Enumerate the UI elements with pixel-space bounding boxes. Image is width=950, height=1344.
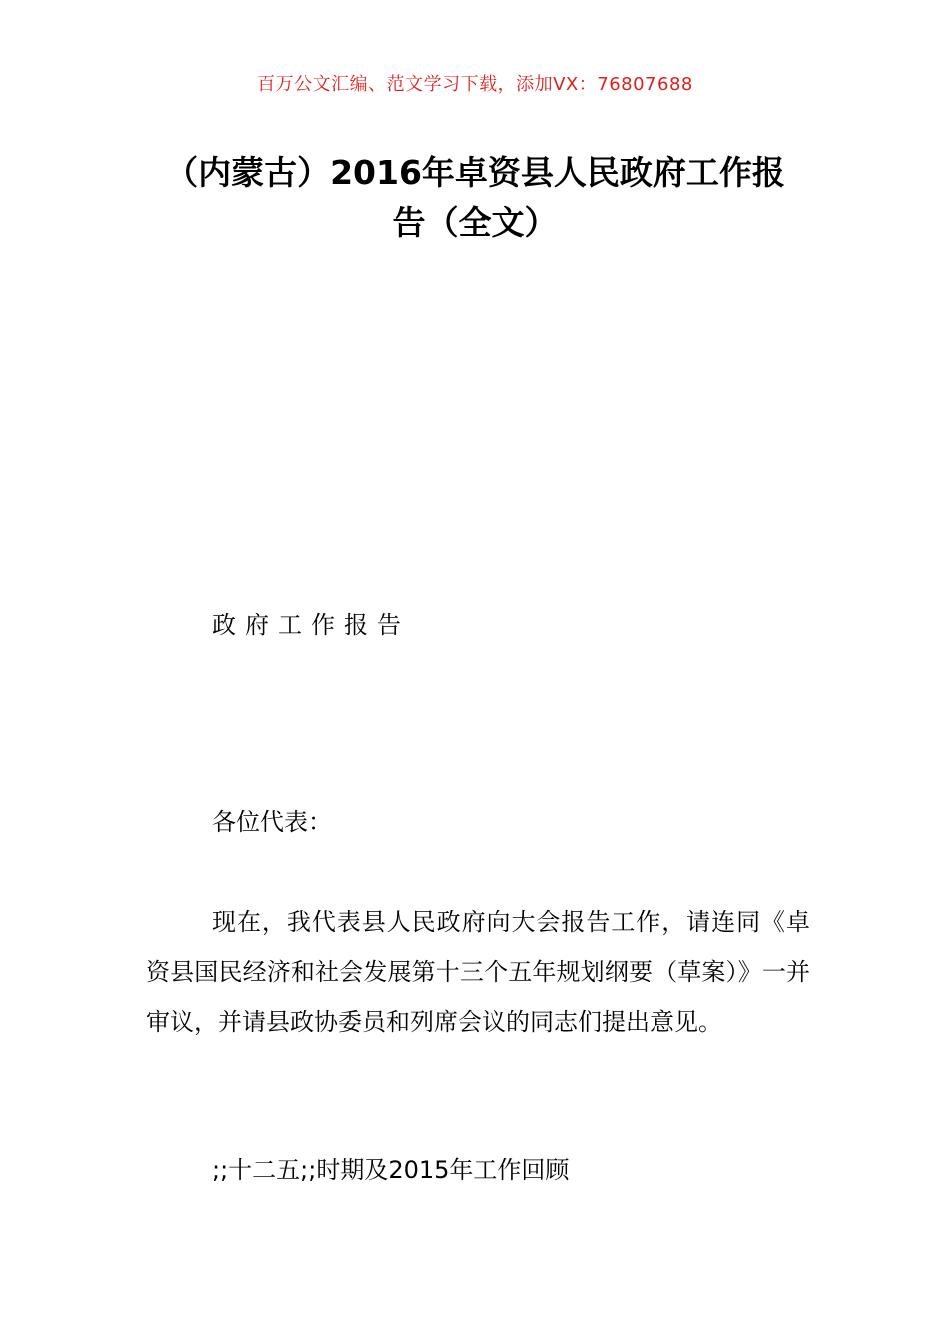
section-heading: 政府工作报告 bbox=[212, 611, 410, 639]
document-title-line-1: （内蒙古）2016年卓资县人民政府工作报 bbox=[165, 153, 785, 192]
header-note: 百万公文汇编、范文学习下载，添加VX：76807688 bbox=[257, 74, 693, 95]
document-title-line-2: 告（全文） bbox=[392, 203, 558, 242]
subheading: ;;十二五;;时期及2015年工作回顾 bbox=[212, 1156, 570, 1184]
document-title bbox=[120, 148, 830, 248]
body-paragraph: 现在，我代表县人民政府向大会报告工作，请连同《卓资县国民经济和社会发展第十三个五年规划纲要（草案）》一并审议，并请县政协委员和列席会议的同志们提出意见。 bbox=[146, 908, 810, 1036]
salutation: 各位代表： bbox=[212, 808, 332, 836]
